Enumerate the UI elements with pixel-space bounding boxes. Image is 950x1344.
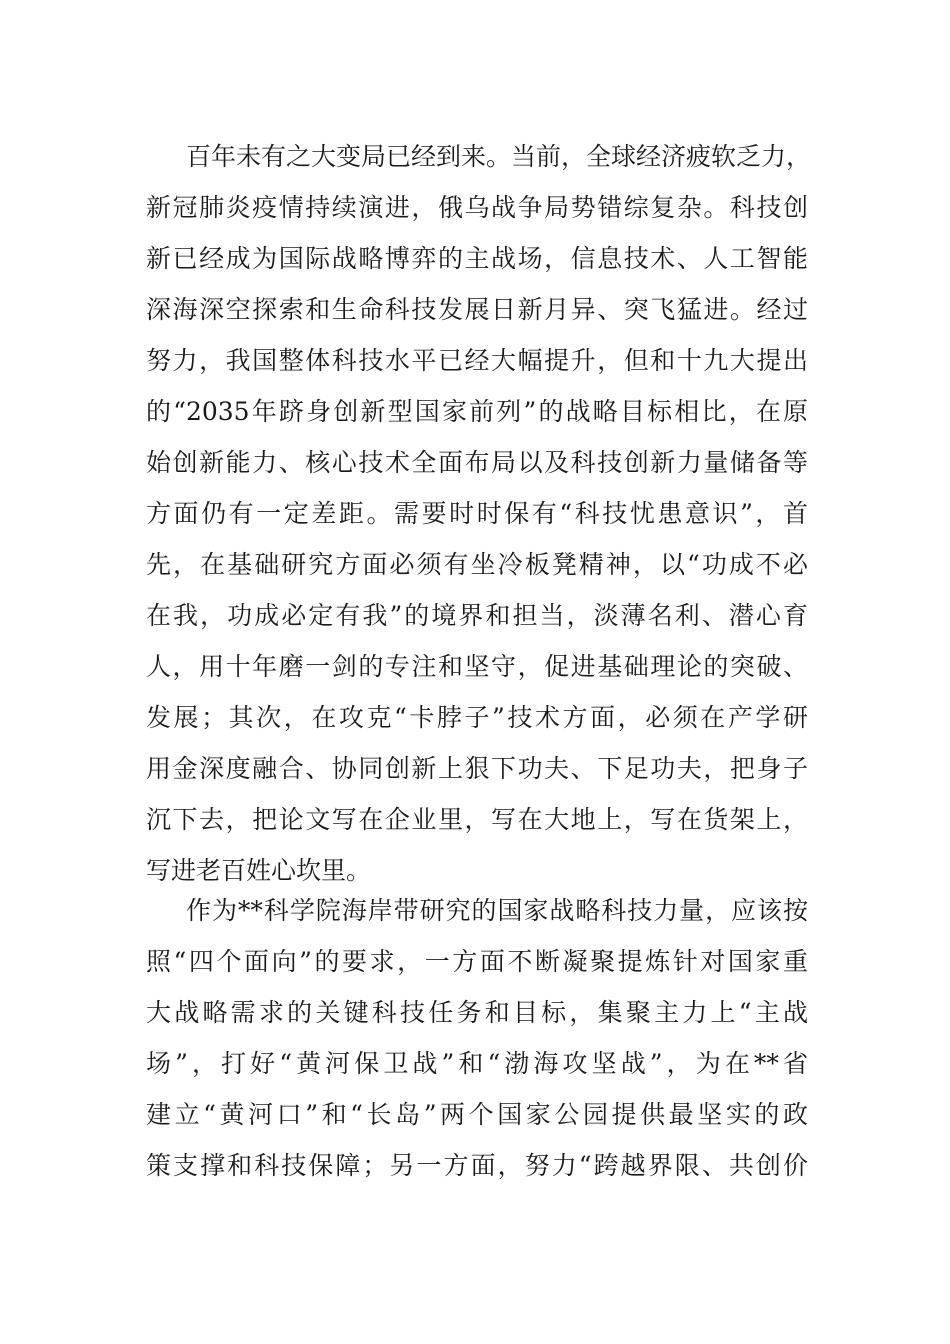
text-line: 人，用十年磨一剑的专注和坚守，促进基础理论的突破、: [146, 652, 808, 681]
text-line: 照“四个面向”的要求，一方面不断凝聚提炼针对国家重: [146, 947, 808, 976]
paragraph-2: [146, 885, 808, 1191]
text-line: 写进老百姓心坎里。: [146, 856, 372, 885]
text-line: 的“2035年跻身创新型国家前列”的战略目标相比，在原: [146, 397, 808, 426]
text-line: 先，在基础研究方面必须有坐冷板凳精神，以“功成不必: [146, 550, 808, 579]
text-line: 在我，功成必定有我”的境界和担当，淡薄名利、潜心育: [146, 601, 808, 630]
text-line: 努力，我国整体科技水平已经大幅提升，但和十九大提出: [146, 346, 808, 375]
text-line: 场”，打好“黄河保卫战”和“渤海攻坚战”，为在**省: [146, 1049, 808, 1078]
text-line: 方面仍有一定差距。需要时时保有“科技忧患意识”，首: [146, 499, 808, 528]
text-line: 沉下去，把论文写在企业里，写在大地上，写在货架上，: [146, 805, 808, 834]
text-line: 新已经成为国际战略博弈的主战场，信息技术、人工智能: [146, 244, 808, 273]
text-line: 百年未有之大变局已经到来。当前，全球经济疲软乏力，: [186, 142, 812, 171]
text-line: 建立“黄河口”和“长岛”两个国家公园提供最坚实的政: [146, 1100, 808, 1129]
text-line: 深海深空探索和生命科技发展日新月异、突飞猛进。经过: [146, 295, 808, 324]
text-line: 用金深度融合、协同创新上狠下功夫、下足功夫，把身子: [146, 754, 808, 783]
text-line: 始创新能力、核心技术全面布局以及科技创新力量储备等: [146, 448, 808, 477]
text-line: 作为**科学院海岸带研究的国家战略科技力量，应该按: [186, 896, 808, 925]
text-line: 发展；其次，在攻克“卡脖子”技术方面，必须在产学研: [146, 703, 808, 732]
paragraph-1: [146, 131, 812, 896]
text-line: 策支撑和科技保障；另一方面，努力“跨越界限、共创价: [146, 1151, 808, 1180]
text-line: 新冠肺炎疫情持续演进，俄乌战争局势错综复杂。科技创: [146, 193, 808, 222]
text-line: 大战略需求的关键科技任务和目标，集聚主力上“主战: [146, 998, 808, 1027]
